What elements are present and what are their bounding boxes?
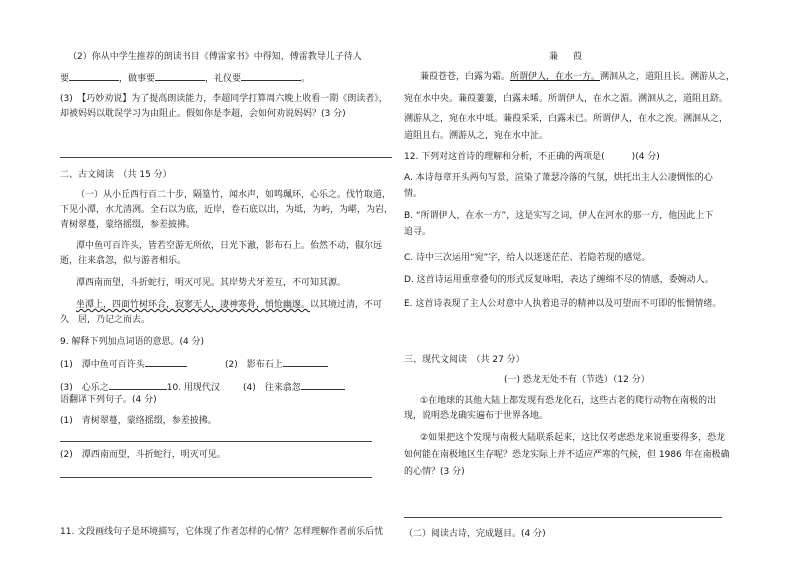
subsection2-title: （二）阅读古诗，完成题目。(4 分) bbox=[404, 529, 546, 539]
passage3-line1: 潭西南而望，斗折蛇行，明灭可见。其岸势犬牙差互，不可知其源。 bbox=[76, 278, 347, 288]
q10-item2: (2) 潭西南而望，斗折蛇行，明灭可见。 bbox=[60, 450, 226, 460]
poem-line4: 道阻且右。溯游从之，宛在水中沚。 bbox=[404, 131, 549, 141]
passage2-line2: 逝，往来翕忽，似与游者相乐。 bbox=[60, 256, 187, 266]
poem-line2: 宛在水中央。蒹葭萋萋，白露未晞。所谓伊人，在水之湄。溯洄从之，道阻且跻。 bbox=[404, 94, 729, 104]
para2-line1: ②如果把这个发现与南极大陆联系起来，这比仅考虑恐龙来说重要得多，恐龙 bbox=[420, 433, 726, 443]
q10-inline: 10. 用现代汉 bbox=[166, 383, 220, 393]
para2-line2: 如何能在南极地区生存呢？恐龙实际上并不适应严寒的气候，但 1986 年在南极确 bbox=[404, 450, 730, 460]
subsection1-title: (一) 恐龙无处不有（节选）（12 分） bbox=[504, 375, 650, 385]
answer-line[interactable] bbox=[404, 517, 722, 518]
q9-title: 9. 解释下列加点词语的意思。(4 分) bbox=[60, 337, 205, 347]
answer-blank[interactable] bbox=[69, 71, 119, 81]
underlined-verse: 所谓伊人，在水一方。 bbox=[510, 72, 601, 82]
option-e: E. 这首诗表现了主人公对意中人执着追寻的精神以及可望而不可即的怅惘情绪。 bbox=[404, 299, 722, 309]
answer-blank[interactable] bbox=[145, 357, 187, 367]
q2-line2: 要 ，做事要 ，礼仪要 。 bbox=[60, 71, 310, 85]
option-c: C. 诗中三次运用“宛”字，给人以迷迷茫茫、若隐若现的感觉。 bbox=[404, 253, 651, 263]
q9-item2: (2) 影布石上 bbox=[225, 357, 328, 371]
q12-title: 12. 下列对这首诗的理解和分析，不正确的两项是( )(4 分) bbox=[404, 152, 660, 162]
passage4-line1: 坐潭上，四面竹树环合，寂寥无人，凄神寒骨，悄怆幽邃。以其境过清，不可 bbox=[76, 300, 383, 310]
answer-blank[interactable] bbox=[109, 380, 167, 390]
q10-line2: 语翻译下列句子。(4 分) bbox=[60, 395, 157, 405]
q9-item4: (4) 往来翕忽 bbox=[243, 380, 345, 394]
passage1-line2: 下见小潭，水尤清冽。全石以为底，近岸，卷石底以出，为坻，为屿，为嵁，为岩， bbox=[60, 205, 394, 215]
answer-line[interactable] bbox=[60, 441, 372, 442]
option-b-line1: B. “所谓伊人，在水一方”，这是实写之词，伊人在河水的那一方，他因此上下 bbox=[404, 211, 714, 221]
q9-item3: (3) 心乐之 10. 用现代汉 bbox=[60, 380, 220, 394]
q9-item1: (1) 潭中鱼可百许头 bbox=[60, 357, 187, 371]
option-b-line2: 追寻。 bbox=[404, 227, 432, 237]
poem-line3: 溯游从之，宛在水中坻。蒹葭采采，白露未已。所谓伊人，在水之涘。溯洄从之， bbox=[404, 114, 729, 124]
underlined-sentence: 坐潭上，四面竹树环合，寂寥无人，凄神寒骨，悄怆幽邃。 bbox=[76, 300, 311, 310]
para2-line3: 的心情？(3 分) bbox=[404, 467, 465, 477]
option-a-line1: A. 本诗每章开头两句写景，渲染了萧瑟冷落的气氛，烘托出主人公凄惆怅的心 bbox=[404, 173, 713, 183]
option-a-line2: 情。 bbox=[404, 189, 423, 199]
answer-line[interactable] bbox=[60, 477, 372, 478]
answer-blank[interactable] bbox=[283, 357, 328, 367]
q3-line1: (3) 【巧妙劝说】为了提高朗读能力，李超同学打算周六晚上收看一期《朗读者》， bbox=[60, 94, 388, 104]
section2-title: 二、古文阅读 （共 15 分） bbox=[60, 170, 172, 180]
option-d: D. 这首诗运用重章叠句的形式反复咏唱，表达了缠绵不尽的情感，委婉动人。 bbox=[404, 275, 714, 285]
poem-title: 蒹 葭 bbox=[549, 52, 586, 62]
passage1-line3: 青树翠蔓，蒙络摇缀，参差披拂。 bbox=[60, 220, 196, 230]
para1-line1: ①在地球的其他大陆上都发现有恐龙化石，这些古老的爬行动物在南极的出 bbox=[420, 396, 717, 406]
para1-line2: 现，说明恐龙确实遍布于世界各地。 bbox=[404, 411, 549, 421]
section3-title: 三、现代文阅读 （共 27 分） bbox=[404, 355, 525, 365]
answer-line bbox=[60, 157, 392, 158]
answer-blank[interactable] bbox=[155, 71, 205, 81]
q3-line2: 却被妈妈以耽误学习为由阻止。假如你是李超，会如何劝说妈妈？(3 分) bbox=[60, 109, 346, 119]
answer-blank[interactable] bbox=[241, 71, 301, 81]
poem-line1: 蒹葭苍苍，白露为霜。所谓伊人，在水一方。溯洄从之，道阻且长。溯游从之， bbox=[420, 72, 736, 82]
q11-line1: 11. 文段画线句子是环境描写，它体现了作者怎样的心情？怎样理解作者前乐后忧 bbox=[60, 527, 384, 537]
q10-item1: (1) 青树翠蔓，蒙络摇缀，参差披拂。 bbox=[60, 416, 217, 426]
passage2-line1: 潭中鱼可百许头，皆若空游无所依，日光下澈，影布石上。佁然不动，俶尔远 bbox=[76, 241, 383, 251]
answer-blank[interactable] bbox=[301, 380, 345, 390]
passage4-line2: 久 居，乃记之而去。 bbox=[60, 315, 151, 325]
q2-line1: （2）你从中学生推荐的朗读书目《傅雷家书》中得知，傅雷教导儿子待人 bbox=[68, 52, 362, 62]
passage1-line1: （一）从小丘西行百二十步，隔篁竹，闻水声，如鸣珮环，心乐之。伐竹取道， bbox=[76, 190, 392, 200]
